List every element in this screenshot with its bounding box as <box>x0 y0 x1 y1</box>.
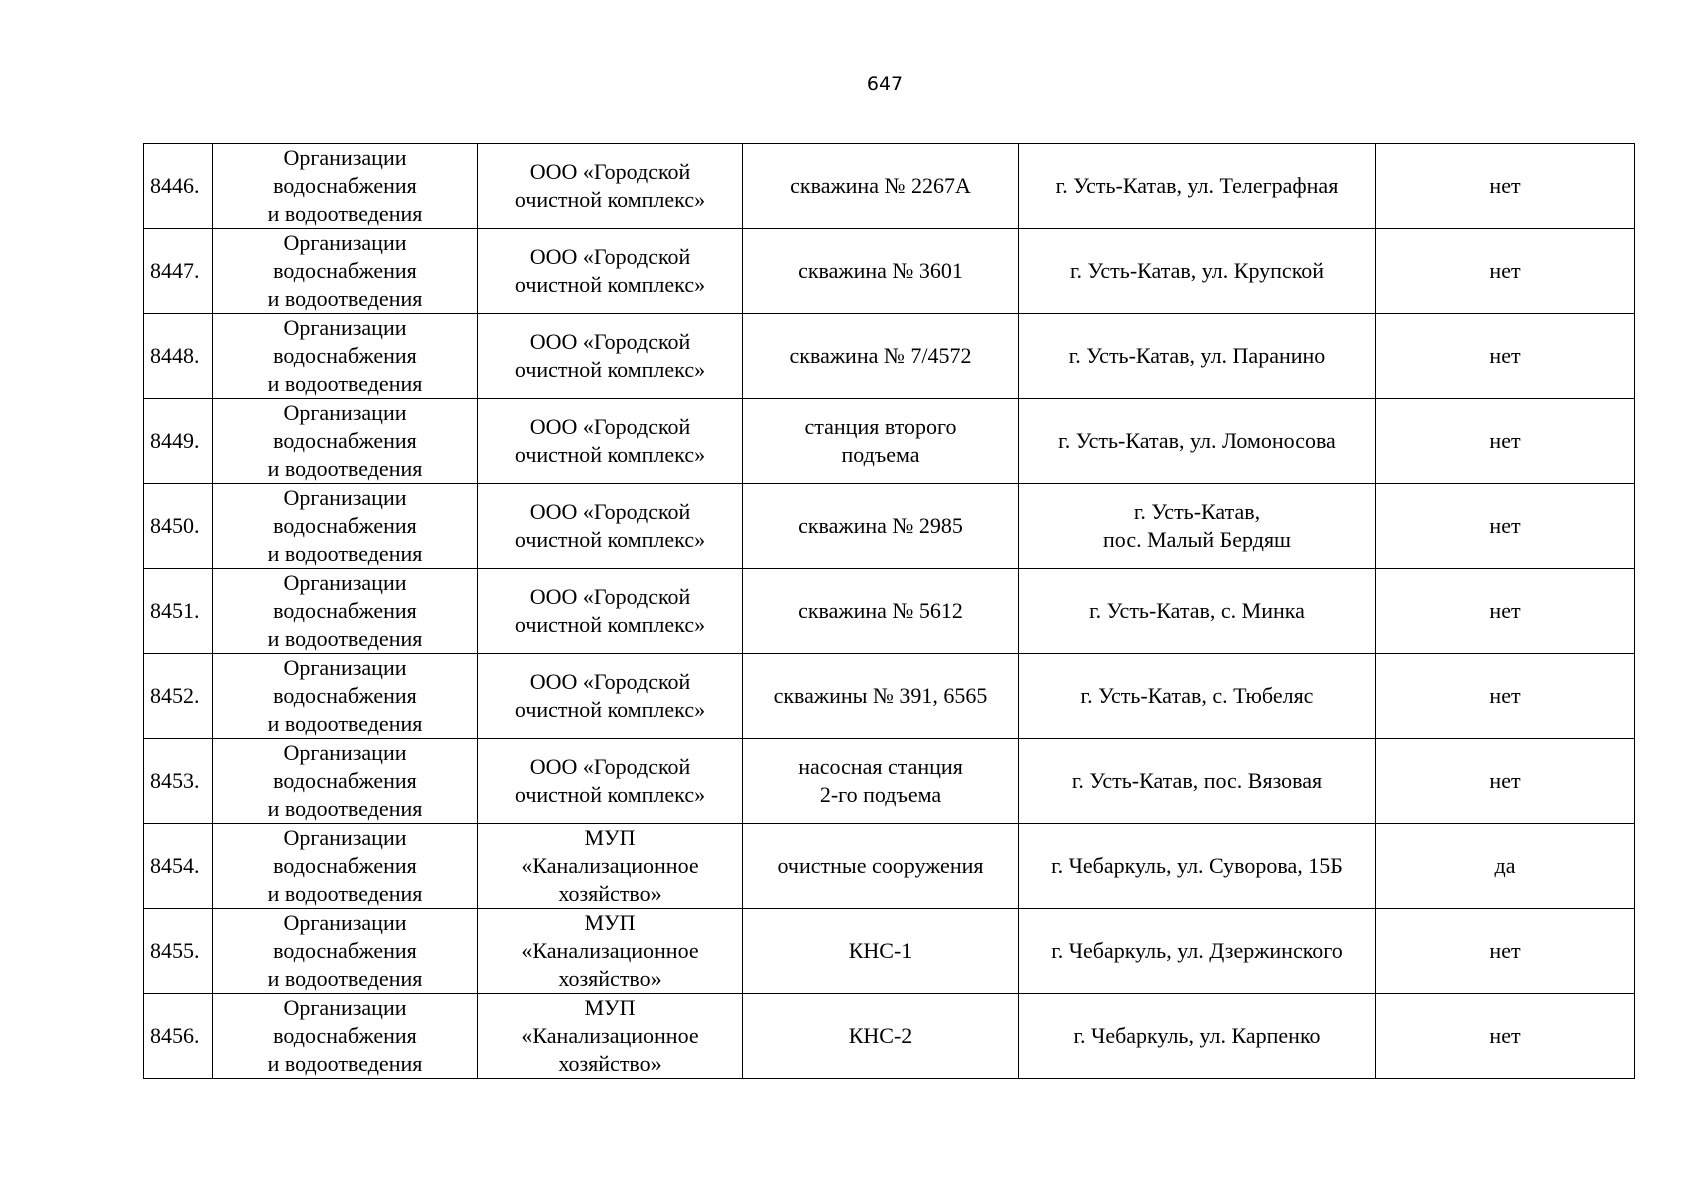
row-number-cell: 8452. <box>144 654 213 739</box>
category-cell: Организации водоснабжения и водоотведения <box>213 739 478 824</box>
row-number-cell: 8448. <box>144 314 213 399</box>
row-number-cell: 8453. <box>144 739 213 824</box>
category-cell: Организации водоснабжения и водоотведения <box>213 144 478 229</box>
table-row <box>144 399 1635 484</box>
flag-cell: нет <box>1376 314 1635 399</box>
row-number-cell: 8454. <box>144 824 213 909</box>
organization-cell: ООО «Городской очистной комплекс» <box>478 399 743 484</box>
row-number-cell: 8455. <box>144 909 213 994</box>
flag-cell: нет <box>1376 994 1635 1079</box>
table-row <box>144 824 1635 909</box>
address-cell: г. Усть-Катав, с. Тюбеляс <box>1019 654 1376 739</box>
organization-cell: МУП «Канализационное хозяйство» <box>478 909 743 994</box>
registry-table <box>143 143 1635 1079</box>
object-cell: скважина № 3601 <box>743 229 1019 314</box>
flag-cell: нет <box>1376 739 1635 824</box>
flag-cell: нет <box>1376 909 1635 994</box>
object-cell: станция второго подъема <box>743 399 1019 484</box>
row-number-cell: 8447. <box>144 229 213 314</box>
address-cell: г. Усть-Катав, ул. Телеграфная <box>1019 144 1376 229</box>
object-cell: скважина № 5612 <box>743 569 1019 654</box>
row-number-cell: 8456. <box>144 994 213 1079</box>
category-cell: Организации водоснабжения и водоотведения <box>213 569 478 654</box>
flag-cell: нет <box>1376 229 1635 314</box>
organization-cell: ООО «Городской очистной комплекс» <box>478 229 743 314</box>
organization-cell: ООО «Городской очистной комплекс» <box>478 314 743 399</box>
table-row <box>144 654 1635 739</box>
address-cell: г. Чебаркуль, ул. Карпенко <box>1019 994 1376 1079</box>
flag-cell: да <box>1376 824 1635 909</box>
organization-cell: ООО «Городской очистной комплекс» <box>478 484 743 569</box>
row-number-cell: 8451. <box>144 569 213 654</box>
address-cell: г. Чебаркуль, ул. Дзержинского <box>1019 909 1376 994</box>
object-cell: КНС-1 <box>743 909 1019 994</box>
object-cell: КНС-2 <box>743 994 1019 1079</box>
address-cell: г. Усть-Катав, с. Минка <box>1019 569 1376 654</box>
table-row <box>144 569 1635 654</box>
row-number-cell: 8446. <box>144 144 213 229</box>
address-cell: г. Усть-Катав, ул. Ломоносова <box>1019 399 1376 484</box>
table-row <box>144 739 1635 824</box>
category-cell: Организации водоснабжения и водоотведения <box>213 229 478 314</box>
organization-cell: ООО «Городской очистной комплекс» <box>478 144 743 229</box>
table-row <box>144 994 1635 1079</box>
row-number-cell: 8450. <box>144 484 213 569</box>
object-cell: скважина № 2267А <box>743 144 1019 229</box>
table-row <box>144 144 1635 229</box>
address-cell: г. Усть-Катав, ул. Паранино <box>1019 314 1376 399</box>
organization-cell: ООО «Городской очистной комплекс» <box>478 654 743 739</box>
flag-cell: нет <box>1376 569 1635 654</box>
address-cell: г. Усть-Катав, ул. Крупской <box>1019 229 1376 314</box>
object-cell: насосная станция 2-го подъема <box>743 739 1019 824</box>
table-row <box>144 229 1635 314</box>
address-cell: г. Усть-Катав, пос. Малый Бердяш <box>1019 484 1376 569</box>
address-cell: г. Усть-Катав, пос. Вязовая <box>1019 739 1376 824</box>
object-cell: скважина № 2985 <box>743 484 1019 569</box>
organization-cell: ООО «Городской очистной комплекс» <box>478 739 743 824</box>
organization-cell: МУП «Канализационное хозяйство» <box>478 994 743 1079</box>
page-number: 647 <box>866 73 904 95</box>
flag-cell: нет <box>1376 144 1635 229</box>
category-cell: Организации водоснабжения и водоотведения <box>213 824 478 909</box>
object-cell: очистные сооружения <box>743 824 1019 909</box>
table-row <box>144 314 1635 399</box>
category-cell: Организации водоснабжения и водоотведения <box>213 484 478 569</box>
table-row <box>144 909 1635 994</box>
row-number-cell: 8449. <box>144 399 213 484</box>
flag-cell: нет <box>1376 654 1635 739</box>
registry-table-body <box>144 144 1635 1079</box>
object-cell: скважины № 391, 6565 <box>743 654 1019 739</box>
category-cell: Организации водоснабжения и водоотведения <box>213 654 478 739</box>
organization-cell: ООО «Городской очистной комплекс» <box>478 569 743 654</box>
category-cell: Организации водоснабжения и водоотведения <box>213 314 478 399</box>
category-cell: Организации водоснабжения и водоотведения <box>213 399 478 484</box>
object-cell: скважина № 7/4572 <box>743 314 1019 399</box>
category-cell: Организации водоснабжения и водоотведения <box>213 909 478 994</box>
flag-cell: нет <box>1376 484 1635 569</box>
flag-cell: нет <box>1376 399 1635 484</box>
table-row <box>144 484 1635 569</box>
organization-cell: МУП «Канализационное хозяйство» <box>478 824 743 909</box>
address-cell: г. Чебаркуль, ул. Суворова, 15Б <box>1019 824 1376 909</box>
category-cell: Организации водоснабжения и водоотведения <box>213 994 478 1079</box>
